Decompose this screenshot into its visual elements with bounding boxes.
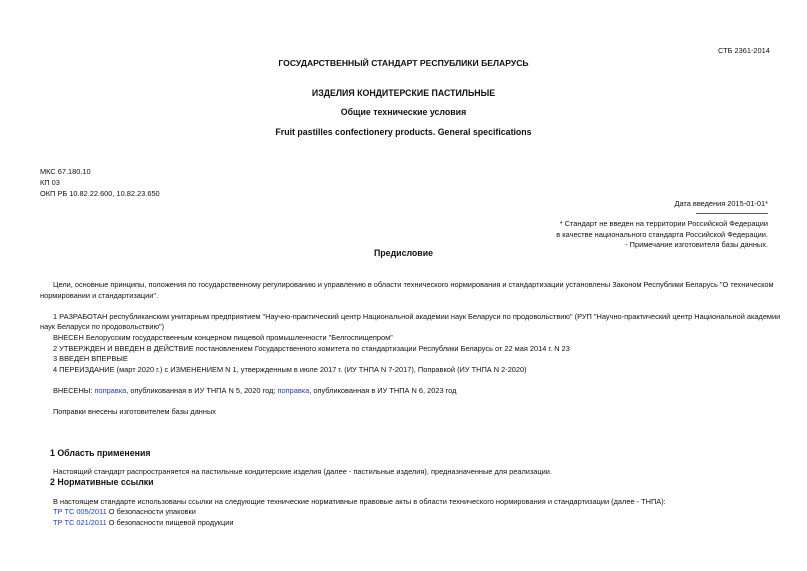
amendments-text: , опубликованная в ИУ ТНПА N 6, 2023 год: [309, 386, 457, 395]
foreword-item-developed: наук Беларуси по продовольствию"): [40, 322, 165, 331]
english-title: Fruit pastilles confectionery products. General specifications: [275, 127, 532, 137]
section-1-title: 1 Область применения: [50, 448, 151, 458]
foreword-item-developed: 1 РАЗРАБОТАН республиканским унитарным предприятием "Научно-практический центр Национальной академии наук Беларуси по продовольствию" (РУП "Научно-практический центр Национальной академии: [53, 312, 781, 321]
section-2-intro: В настоящем стандарте использованы ссылки на следующие технические нормативные правовые акты в области технического нормирования и стандартизации (далее - ТНПА):: [53, 497, 666, 506]
introduction-date: Дата введения 2015-01-01*: [674, 199, 768, 208]
amendment-link[interactable]: поправка: [94, 386, 127, 395]
reference-item: [53, 507, 196, 516]
reference-link[interactable]: ТР ТС 021/2011: [53, 518, 107, 527]
amendment-link[interactable]: поправка: [277, 386, 310, 395]
product-title: ИЗДЕЛИЯ КОНДИТЕРСКИЕ ПАСТИЛЬНЫЕ: [311, 88, 496, 98]
foreword-item-first-introduced: 3 ВВЕДЕН ВПЕРВЫЕ: [53, 354, 128, 363]
reference-title: О безопасности пищевой продукции: [106, 518, 234, 527]
foreword-item-reissue: 4 ПЕРЕИЗДАНИЕ (март 2020 г.) с ИЗМЕНЕНИЕМ N 1, утвержденным в июле 2017 г. (ИУ ТНПА N 7-2017), Поправкой (ИУ ТНПА N 2-2020): [53, 365, 527, 374]
foreword-item-approved: 2 УТВЕРЖДЕН И ВВЕДЕН В ДЕЙСТВИЕ постановлением Государственного комитета по стандартизации Республики Беларусь от 22 мая 2014 г. N 23: [53, 344, 570, 353]
reference-item: [53, 518, 233, 527]
kp-code: КП 03: [40, 178, 60, 187]
reference-link[interactable]: ТР ТС 005/2011: [53, 507, 107, 516]
footnote-line: - Примечание изготовителя базы данных.: [625, 240, 768, 249]
foreword-item-submitted: ВНЕСЕН Белорусским государственным концерном пищевой промышленности "Белгоспищепром": [53, 333, 393, 342]
reference-title: О безопасности упаковки: [106, 507, 196, 516]
document-code: СТБ 2361-2014: [718, 46, 770, 55]
footnote-rule: [696, 213, 768, 214]
foreword-title: Предисловие: [373, 248, 434, 258]
foreword-paragraph: нормировании и стандартизации".: [40, 291, 158, 300]
footnote-line: * Стандарт не введен на территории Российской Федерации: [559, 219, 768, 228]
section-2-title: 2 Нормативные ссылки: [50, 477, 154, 487]
amendments-text: , опубликованная в ИУ ТНПА N 5, 2020 год;: [126, 386, 278, 395]
standard-title: ГОСУДАРСТВЕННЫЙ СТАНДАРТ РЕСПУБЛИКИ БЕЛАРУСЬ: [278, 58, 529, 68]
mks-code: МКС 67.180.10: [40, 167, 91, 176]
document-subtitle: Общие технические условия: [340, 107, 467, 117]
amendments-note: Поправки внесены изготовителем базы данных: [53, 407, 216, 416]
section-1-text: Настоящий стандарт распространяется на пастильные кондитерские изделия (далее - пастильные изделия), предназначенные для реализации.: [53, 467, 552, 476]
amendments-line: [53, 386, 456, 395]
footnote-line: в качестве национального стандарта Российской Федерации.: [556, 230, 768, 239]
amendments-prefix: ВНЕСЕНЫ:: [53, 386, 95, 395]
foreword-paragraph: Цели, основные принципы, положения по государственному регулированию и управлению в области технического нормирования и стандартизации установлены Законом Республики Беларусь "О техническом: [53, 280, 774, 289]
okp-code: ОКП РБ 10.82.22.600, 10.82.23.650: [40, 189, 160, 198]
